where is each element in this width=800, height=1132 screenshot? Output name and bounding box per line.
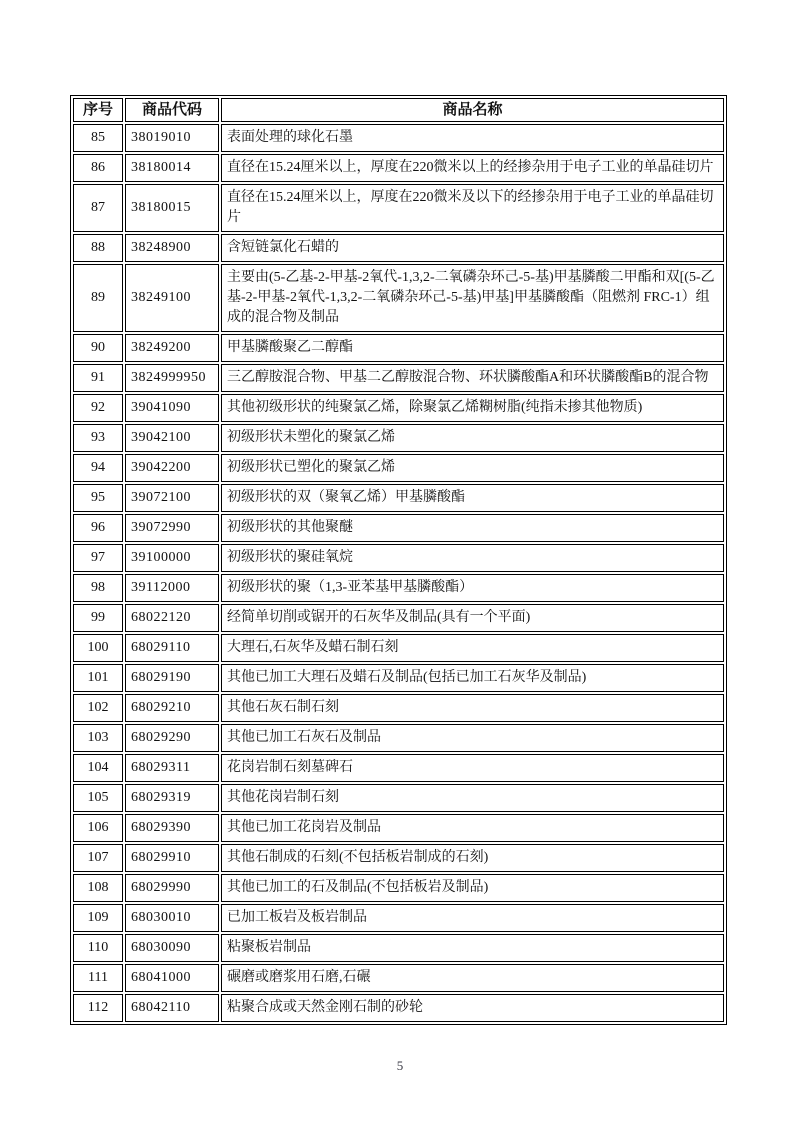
serial-number-cell: 92: [73, 394, 123, 422]
table-row: [73, 904, 724, 932]
serial-number-cell: 87: [73, 184, 123, 232]
serial-number-cell: 99: [73, 604, 123, 632]
commodity-code-cell: 38180014: [125, 154, 219, 182]
commodity-name-cell: 碾磨或磨浆用石磨,石碾: [221, 964, 724, 992]
serial-number-cell: 100: [73, 634, 123, 662]
commodity-code-cell: 68029910: [125, 844, 219, 872]
serial-number-cell: 103: [73, 724, 123, 752]
table-row: [73, 364, 724, 392]
commodity-code-cell: 68022120: [125, 604, 219, 632]
table-body: [73, 124, 724, 1022]
commodity-name-cell: 含短链氯化石蜡的: [221, 234, 724, 262]
commodity-name-cell: 表面处理的球化石墨: [221, 124, 724, 152]
commodity-code-cell: 68030010: [125, 904, 219, 932]
commodity-code-cell: 68029390: [125, 814, 219, 842]
commodity-name-cell: 其他已加工大理石及蜡石及制品(包括已加工石灰华及制品): [221, 664, 724, 692]
commodity-code-cell: 38180015: [125, 184, 219, 232]
commodity-name-cell: 粘聚板岩制品: [221, 934, 724, 962]
commodity-code-cell: 39041090: [125, 394, 219, 422]
serial-number-cell: 112: [73, 994, 123, 1022]
commodity-code-cell: 38249100: [125, 264, 219, 332]
serial-number-cell: 108: [73, 874, 123, 902]
commodity-code-cell: 38248900: [125, 234, 219, 262]
commodity-name-cell: 初级形状的其他聚醚: [221, 514, 724, 542]
commodity-name-cell: 直径在15.24厘米以上，厚度在220微米及以下的经掺杂用于电子工业的单晶硅切片: [221, 184, 724, 232]
commodity-code-cell: 68029210: [125, 694, 219, 722]
commodity-name-cell: 已加工板岩及板岩制品: [221, 904, 724, 932]
serial-number-cell: 105: [73, 784, 123, 812]
table-row: [73, 264, 724, 332]
commodity-code-cell: 68029190: [125, 664, 219, 692]
serial-number-cell: 93: [73, 424, 123, 452]
header-commodity-code: 商品代码: [125, 98, 219, 122]
commodity-code-cell: 38249200: [125, 334, 219, 362]
table-row: [73, 874, 724, 902]
commodity-code-cell: 68029311: [125, 754, 219, 782]
commodity-name-cell: 其他初级形状的纯聚氯乙烯，除聚氯乙烯糊树脂(纯指未掺其他物质): [221, 394, 724, 422]
header-commodity-name: 商品名称: [221, 98, 724, 122]
table-row: [73, 544, 724, 572]
commodity-code-cell: 68030090: [125, 934, 219, 962]
table-row: [73, 514, 724, 542]
commodity-code-cell: 39072990: [125, 514, 219, 542]
serial-number-cell: 109: [73, 904, 123, 932]
serial-number-cell: 102: [73, 694, 123, 722]
commodity-name-cell: 初级形状已塑化的聚氯乙烯: [221, 454, 724, 482]
table-header-row: [73, 98, 724, 122]
table-row: [73, 754, 724, 782]
serial-number-cell: 95: [73, 484, 123, 512]
table-row: [73, 814, 724, 842]
table-row: [73, 454, 724, 482]
commodity-code-cell: 39112000: [125, 574, 219, 602]
table-row: [73, 394, 724, 422]
table-row: [73, 154, 724, 182]
serial-number-cell: 90: [73, 334, 123, 362]
commodity-name-cell: 直径在15.24厘米以上，厚度在220微米以上的经掺杂用于电子工业的单晶硅切片: [221, 154, 724, 182]
commodity-name-cell: 花岗岩制石刻墓碑石: [221, 754, 724, 782]
commodity-code-cell: 68042110: [125, 994, 219, 1022]
commodity-name-cell: 其他石制成的石刻(不包括板岩制成的石刻): [221, 844, 724, 872]
commodity-name-cell: 其他已加工石灰石及制品: [221, 724, 724, 752]
table-row: [73, 784, 724, 812]
serial-number-cell: 89: [73, 264, 123, 332]
serial-number-cell: 85: [73, 124, 123, 152]
table-row: [73, 934, 724, 962]
serial-number-cell: 111: [73, 964, 123, 992]
table-row: [73, 124, 724, 152]
page-number: 5: [396, 1058, 404, 1073]
table-row: [73, 634, 724, 662]
commodity-name-cell: 大理石,石灰华及蜡石制石刻: [221, 634, 724, 662]
commodity-name-cell: 其他花岗岩制石刻: [221, 784, 724, 812]
serial-number-cell: 106: [73, 814, 123, 842]
commodity-code-cell: 39042200: [125, 454, 219, 482]
commodity-code-cell: 39100000: [125, 544, 219, 572]
table-row: [73, 574, 724, 602]
commodity-table: [70, 95, 727, 1025]
commodity-code-cell: 68029319: [125, 784, 219, 812]
table-row: [73, 664, 724, 692]
commodity-code-cell: 38019010: [125, 124, 219, 152]
serial-number-cell: 107: [73, 844, 123, 872]
commodity-name-cell: 其他石灰石制石刻: [221, 694, 724, 722]
serial-number-cell: 97: [73, 544, 123, 572]
table-row: [73, 234, 724, 262]
commodity-code-cell: 68029990: [125, 874, 219, 902]
commodity-code-cell: 39042100: [125, 424, 219, 452]
commodity-name-cell: 初级形状的双（聚氧乙烯）甲基膦酸酯: [221, 484, 724, 512]
table-row: [73, 964, 724, 992]
table-row: [73, 424, 724, 452]
commodity-name-cell: 甲基膦酸聚乙二醇酯: [221, 334, 724, 362]
commodity-name-cell: 主要由(5-乙基-2-甲基-2氧代-1,3,2-二氧磷杂环己-5-基)甲基膦酸二甲酯和双[(5-乙基-2-甲基-2氧代-1,3,2-二氧磷杂环己-5-基)甲基]甲基膦酸酯（阻燃剂 FRC-1）组成的混合物及制品: [221, 264, 724, 332]
commodity-code-cell: 68029110: [125, 634, 219, 662]
serial-number-cell: 101: [73, 664, 123, 692]
commodity-name-cell: 三乙醇胺混合物、甲基二乙醇胺混合物、环状膦酸酯A和环状膦酸酯B的混合物: [221, 364, 724, 392]
table-row: [73, 334, 724, 362]
serial-number-cell: 98: [73, 574, 123, 602]
table-row: [73, 604, 724, 632]
commodity-code-cell: 68041000: [125, 964, 219, 992]
serial-number-cell: 86: [73, 154, 123, 182]
commodity-name-cell: 其他已加工花岗岩及制品: [221, 814, 724, 842]
serial-number-cell: 104: [73, 754, 123, 782]
commodity-code-cell: 68029290: [125, 724, 219, 752]
commodity-name-cell: 初级形状的聚（1,3-亚苯基甲基膦酸酯）: [221, 574, 724, 602]
table-row: [73, 484, 724, 512]
commodity-code-cell: 3824999950: [125, 364, 219, 392]
serial-number-cell: 94: [73, 454, 123, 482]
table-row: [73, 724, 724, 752]
serial-number-cell: 96: [73, 514, 123, 542]
commodity-name-cell: 粘聚合成或天然金刚石制的砂轮: [221, 994, 724, 1022]
commodity-code-cell: 39072100: [125, 484, 219, 512]
serial-number-cell: 91: [73, 364, 123, 392]
header-serial-number: 序号: [73, 98, 123, 122]
table-row: [73, 184, 724, 232]
commodity-name-cell: 经简单切削或锯开的石灰华及制品(具有一个平面): [221, 604, 724, 632]
commodity-name-cell: 初级形状的聚硅氧烷: [221, 544, 724, 572]
table-row: [73, 994, 724, 1022]
table-row: [73, 694, 724, 722]
commodity-name-cell: 初级形状未塑化的聚氯乙烯: [221, 424, 724, 452]
serial-number-cell: 110: [73, 934, 123, 962]
table-row: [73, 844, 724, 872]
serial-number-cell: 88: [73, 234, 123, 262]
commodity-name-cell: 其他已加工的石及制品(不包括板岩及制品): [221, 874, 724, 902]
